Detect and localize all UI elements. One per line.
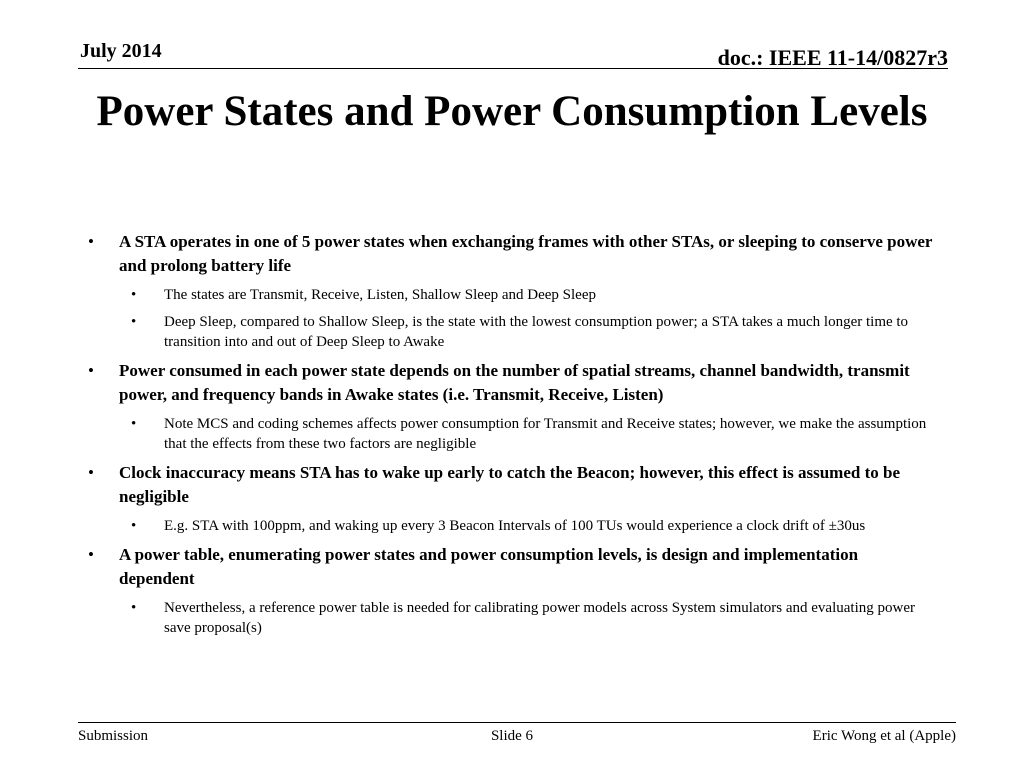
bullet-text: Power consumed in each power state depends on the number of spatial streams, channel bandwidth, transmit power, and frequency bands in Awake states (i.e. Transmit, Receive, Listen) [119,361,910,404]
bullet-list [88,230,936,645]
footer-slide-number: Slide 6 [490,728,534,744]
bullet-marker: • [88,463,94,482]
bullet-marker: • [88,361,94,380]
bullet-text: Clock inaccuracy means STA has to wake up early to catch the Beacon; however, this effect is assumed to be negligible [119,463,900,506]
sub-bullet-marker: • [131,600,137,616]
bullet-marker: • [88,232,94,251]
header-doc-id: doc.: IEEE 11-14/0827r3 [717,45,948,70]
sub-bullet-marker: • [131,314,137,330]
sub-bullet-item [131,312,936,352]
sub-bullet-marker: • [131,416,137,432]
bullet-item [88,230,936,278]
footer-author: Eric Wong et al (Apple) [812,728,956,744]
header-divider [78,68,948,69]
bullet-text: A STA operates in one of 5 power states when exchanging frames with other STAs, or sleeping to conserve power and prolong battery life [119,232,933,275]
bullet-item [88,543,936,591]
sub-bullet-item [131,285,936,305]
slide-title: Power States and Power Consumption Levels [96,88,928,135]
bullet-item [88,461,936,509]
bullet-item [88,359,936,407]
header-date: July 2014 [80,40,162,62]
sub-bullet-text: E.g. STA with 100ppm, and waking up every 3 Beacon Intervals of 100 TUs would experience a clock drift of ±30us [164,518,866,534]
sub-bullet-marker: • [131,518,137,534]
sub-bullet-text: Nevertheless, a reference power table is needed for calibrating power models across System simulators and evaluating power save proposal(s) [164,600,915,636]
sub-bullet-text: The states are Transmit, Receive, Listen, Shallow Sleep and Deep Sleep [164,287,596,303]
sub-bullet-item [131,414,936,454]
footer-submission: Submission [78,728,149,744]
bullet-text: A power table, enumerating power states and power consumption levels, is design and implementation dependent [119,545,859,588]
footer-divider [78,722,956,723]
sub-bullet-item [131,598,936,638]
bullet-marker: • [88,545,94,564]
sub-bullet-marker: • [131,287,137,303]
sub-bullet-text: Deep Sleep, compared to Shallow Sleep, is the state with the lowest consumption power; a STA takes a much longer time to transition into and out of Deep Sleep to Awake [164,314,909,350]
sub-bullet-text: Note MCS and coding schemes affects power consumption for Transmit and Receive states; however, we make the assumption that the effects from these two factors are negligible [164,416,927,452]
sub-bullet-item [131,516,936,536]
